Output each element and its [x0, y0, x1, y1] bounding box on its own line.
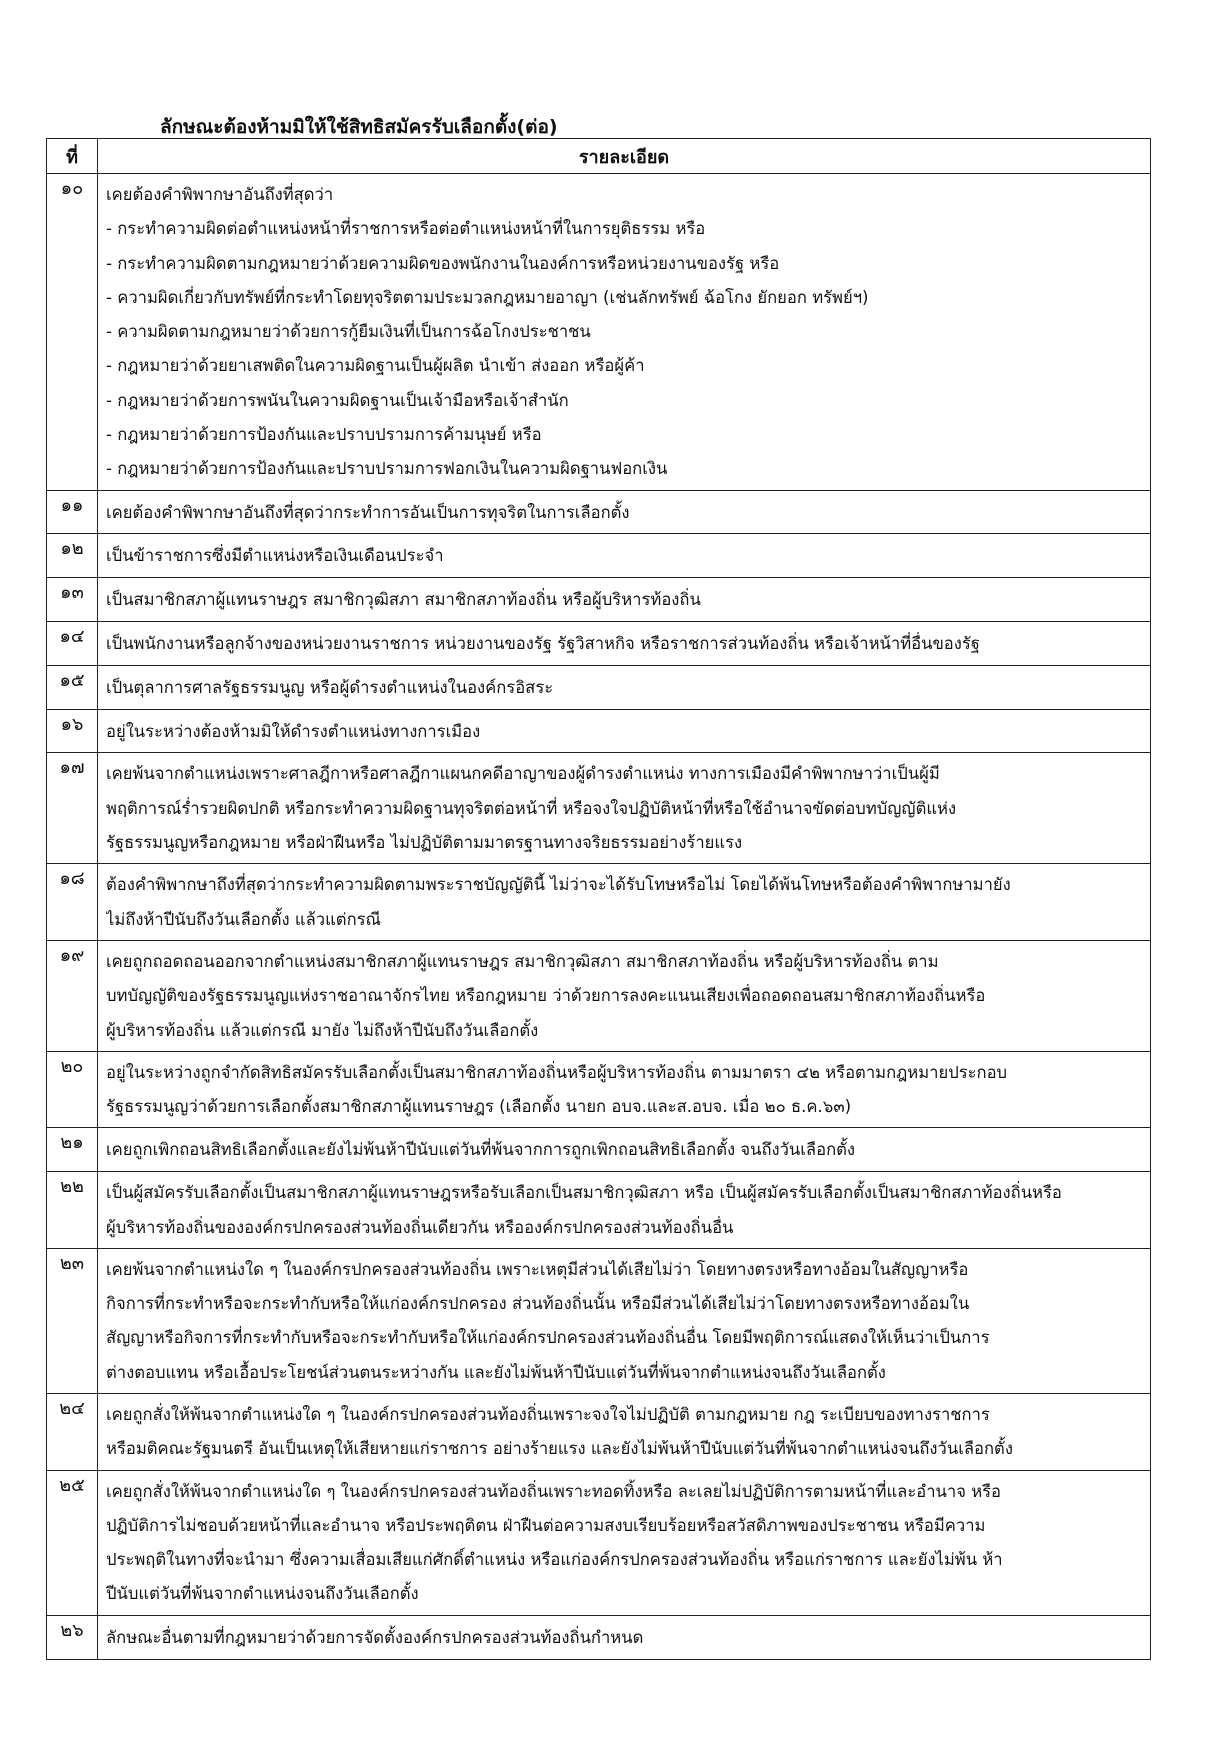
table-row [47, 1470, 1151, 1615]
table-row [47, 174, 1151, 491]
row-description [98, 174, 1151, 491]
table-row [47, 578, 1151, 622]
table-row [47, 1615, 1151, 1659]
row-number: ๒๖ [47, 1615, 98, 1659]
row-number: ๑๑ [47, 490, 98, 534]
header-detail: รายละเอียด [98, 139, 1151, 174]
description-line: บทบัญญัติของรัฐธรรมนูญแห่งราชอาณาจักรไทย หรือกฎหมาย ว่าด้วยการลงคะแนนเสียงเพื่อถอดถอนสมาชิกสภาท้องถิ่นหรือ [106, 986, 986, 1006]
row-description [98, 1128, 1151, 1172]
row-number: ๑๓ [47, 578, 98, 622]
description-line: เป็นตุลาการศาลรัฐธรรมนูญ หรือผู้ดำรงตำแหน่งในองค์กรอิสระ [106, 677, 554, 697]
row-description [98, 490, 1151, 534]
row-description [98, 753, 1151, 864]
description-line: เคยต้องคำพิพากษาอันถึงที่สุดว่า [106, 185, 334, 204]
description-line: - กระทำความผิดต่อตำแหน่งหน้าที่ราชการหรือต่อตำแหน่งหน้าที่ในการยุติธรรม หรือ [106, 219, 706, 239]
description-line: เคยถูกเพิกถอนสิทธิเลือกตั้งและยังไม่พ้นห้าปีนับแต่วันที่พ้นจากการถูกเพิกถอนสิทธิเลือกตั้ง จนถึงวันเลือกตั้ง [106, 1140, 855, 1160]
table-row [47, 1248, 1151, 1393]
table-row [47, 1051, 1151, 1128]
table-row [47, 753, 1151, 864]
description-line: ต้องคำพิพากษาถึงที่สุดว่ากระทำความผิดตามพระราชบัญญัตินี้ ไม่ว่าจะได้รับโทษหรือไม่ โดยได้พ้นโทษหรือต้องคำพิพากษามายัง [106, 875, 1011, 895]
row-number: ๒๒ [47, 1172, 98, 1249]
description-line: - ความผิดตามกฎหมายว่าด้วยการกู้ยืมเงินที่เป็นการฉ้อโกงประชาชน [106, 322, 591, 342]
row-description [98, 1470, 1151, 1615]
row-number: ๑๔ [47, 622, 98, 666]
table-row [47, 940, 1151, 1051]
table-row [47, 622, 1151, 666]
description-line: เคยพ้นจากตำแหน่งเพราะศาลฎีกาหรือศาลฎีกาแผนกคดีอาญาของผู้ดำรงตำแหน่ง ทางการเมืองมีคำพิพากษาว่าเป็นผู้มี [106, 764, 940, 784]
row-number: ๒๔ [47, 1394, 98, 1471]
description-line: เคยต้องคำพิพากษาอันถึงที่สุดว่ากระทำการอันเป็นการทุจริตในการเลือกตั้ง [106, 502, 630, 522]
table-row [47, 490, 1151, 534]
row-number: ๑๕ [47, 665, 98, 709]
row-description [98, 1172, 1151, 1249]
description-line: เคยถูกสั่งให้พ้นจากตำแหน่งใด ๆ ในองค์กรปกครองส่วนท้องถิ่นเพราะทอดทิ้งหรือ ละเลยไม่ปฏิบัติการตามหน้าที่และอำนาจ หรือ [106, 1481, 1002, 1501]
description-line: - กฎหมายว่าด้วยการพนันในความผิดฐานเป็นเจ้ามือหรือเจ้าสำนัก [106, 390, 569, 410]
description-line: เป็นข้าราชการซึ่งมีตำแหน่งหรือเงินเดือนประจำ [106, 546, 444, 566]
row-number: ๑๐ [47, 174, 98, 491]
description-line: เป็นพนักงานหรือลูกจ้างของหน่วยงานราชการ หน่วยงานของรัฐ รัฐวิสาหกิจ หรือราชการส่วนท้องถิ่น หรือเจ้าหน้าที่อื่นของรัฐ [106, 634, 980, 654]
header-number: ที่ [47, 139, 98, 174]
row-description [98, 578, 1151, 622]
table-row [47, 1128, 1151, 1172]
description-line: รัฐธรรมนูญว่าด้วยการเลือกตั้งสมาชิกสภาผู้แทนราษฎร (เลือกตั้ง นายก อบจ.และส.อบจ. เมื่อ ๒๐ ธ.ค.๖๓) [106, 1097, 852, 1117]
table-row [47, 864, 1151, 941]
description-line: เป็นสมาชิกสภาผู้แทนราษฎร สมาชิกวุฒิสภา สมาชิกสภาท้องถิ่น หรือผู้บริหารท้องถิ่น [106, 590, 701, 610]
description-line: ปฏิบัติการไม่ชอบด้วยหน้าที่และอำนาจ หรือประพฤติตน ฝ่าฝืนต่อความสงบเรียบร้อยหรือสวัสดิภาพของประชาชน หรือมีความ [106, 1515, 986, 1535]
description-line: เคยพ้นจากตำแหน่งใด ๆ ในองค์กรปกครองส่วนท้องถิ่น เพราะเหตุมีส่วนได้เสียไม่ว่า โดยทางตรงหรือทางอ้อมในสัญญาหรือ [106, 1259, 969, 1279]
description-line: อยู่ในระหว่างถูกจำกัดสิทธิสมัครรับเลือกตั้งเป็นสมาชิกสภาท้องถิ่นหรือผู้บริหารท้องถิ่น ตามมาตรา ๔๒ หรือตามกฎหมายประกอบ [106, 1062, 1008, 1082]
description-line: เป็นผู้สมัครรับเลือกตั้งเป็นสมาชิกสภาผู้แทนราษฎรหรือรับเลือกเป็นสมาชิกวุฒิสภา หรือ เป็นผู้สมัครรับเลือกตั้งเป็นสมาชิกสภาท้องถิ่นหรือ [106, 1183, 1062, 1203]
description-line: - กฎหมายว่าด้วยการป้องกันและปราบปรามการฟอกเงินในความผิดฐานฟอกเงิน [106, 459, 668, 479]
row-number: ๑๙ [47, 940, 98, 1051]
row-description [98, 940, 1151, 1051]
description-line: รัฐธรรมนูญหรือกฎหมาย หรือฝ่าฝืนหรือ ไม่ปฏิบัติตามมาตรฐานทางจริยธรรมอย่างร้ายแรง [106, 833, 743, 853]
row-description [98, 709, 1151, 753]
table-row [47, 709, 1151, 753]
row-number: ๒๐ [47, 1051, 98, 1128]
row-description [98, 1051, 1151, 1128]
description-line: ลักษณะอื่นตามที่กฎหมายว่าด้วยการจัดตั้งองค์กรปกครองส่วนท้องถิ่นกำหนด [106, 1627, 644, 1647]
row-number: ๑๗ [47, 753, 98, 864]
description-line: ผู้บริหารท้องถิ่นขององค์กรปกครองส่วนท้องถิ่นเดียวกัน หรือองค์กรปกครองส่วนท้องถิ่นอื่น [106, 1217, 734, 1237]
row-number: ๒๕ [47, 1470, 98, 1615]
description-line: กิจการที่กระทำหรือจะกระทำกับหรือให้แก่องค์กรปกครอง ส่วนท้องถิ่นนั้น หรือมีส่วนได้เสียไม่ว่าโดยทางตรงหรือทางอ้อมใน [106, 1294, 970, 1314]
description-line: พฤติการณ์ร่ำรวยผิดปกติ หรือกระทำความผิดฐานทุจริตต่อหน้าที่ หรือจงใจปฏิบัติหน้าที่หรือใช้อำนาจขัดต่อบทบัญญัติแห่ง [106, 798, 957, 818]
description-line: อยู่ในระหว่างต้องห้ามมิให้ดำรงตำแหน่งทางการเมือง [106, 721, 481, 741]
description-line: - กระทำความผิดตามกฎหมายว่าด้วยความผิดของพนักงานในองค์การหรือหน่วยงานของรัฐ หรือ [106, 253, 780, 273]
description-line: ต่างตอบแทน หรือเอื้อประโยชน์ส่วนตนระหว่างกัน และยังไม่พ้นห้าปีนับแต่วันที่พ้นจากตำแหน่งจนถึงวันเลือกตั้ง [106, 1362, 886, 1382]
table-row [47, 1394, 1151, 1471]
row-number: ๒๑ [47, 1128, 98, 1172]
description-line: - ความผิดเกี่ยวกับทรัพย์ที่กระทำโดยทุจริตตามประมวลกฎหมายอาญา (เช่นลักทรัพย์ ฉ้อโกง ยักยอก ทรัพย์ฯ) [106, 287, 869, 307]
table-body [47, 174, 1151, 1660]
description-line: เคยถูกถอดถอนออกจากตำแหน่งสมาชิกสภาผู้แทนราษฎร สมาชิกวุฒิสภา สมาชิกสภาท้องถิ่น หรือผู้บริหารท้องถิ่น ตาม [106, 951, 939, 971]
description-line: ปีนับแต่วันที่พ้นจากตำแหน่งจนถึงวันเลือกตั้ง [106, 1584, 419, 1604]
restrictions-table [46, 138, 1151, 1660]
row-description [98, 622, 1151, 666]
table-header-row [47, 139, 1151, 174]
description-line: ผู้บริหารท้องถิ่น แล้วแต่กรณี มายัง ไม่ถึงห้าปีนับถึงวันเลือกตั้ง [106, 1020, 539, 1040]
description-line: เคยถูกสั่งให้พ้นจากตำแหน่งใด ๆ ในองค์กรปกครองส่วนท้องถิ่นเพราะจงใจไม่ปฏิบัติ ตามกฎหมาย กฎ ระเบียบของทางราชการ [106, 1405, 990, 1424]
row-description [98, 1394, 1151, 1471]
description-line: หรือมติคณะรัฐมนตรี อันเป็นเหตุให้เสียหายแก่ราชการ อย่างร้ายแรง และยังไม่พ้นห้าปีนับแต่วันที่พ้นจากตำแหน่งจนถึงวันเลือกตั้ง [106, 1439, 1013, 1459]
row-description [98, 1615, 1151, 1659]
description-line: ประพฤติในทางที่จะนำมา ซึ่งความเสื่อมเสียแก่ศักดิ์ตำแหน่ง หรือแก่องค์กรปกครองส่วนท้องถิ่น หรือแก่ราชการ และยังไม่พ้น ห้า [106, 1550, 1003, 1570]
row-description [98, 665, 1151, 709]
description-line: ไม่ถึงห้าปีนับถึงวันเลือกตั้ง แล้วแต่กรณี [106, 909, 381, 929]
row-number: ๒๓ [47, 1248, 98, 1393]
row-description [98, 864, 1151, 941]
document-title: ลักษณะต้องห้ามมิให้ใช้สิทธิสมัครรับเลือกตั้ง(ต่อ) [160, 116, 558, 138]
row-number: ๑๖ [47, 709, 98, 753]
table-row [47, 1172, 1151, 1249]
row-description [98, 534, 1151, 578]
description-line: สัญญาหรือกิจการที่กระทำกับหรือจะกระทำกับหรือให้แก่องค์กรปกครองส่วนท้องถิ่นอื่น โดยมีพฤติการณ์แสดงให้เห็นว่าเป็นการ [106, 1328, 990, 1348]
row-number: ๑๒ [47, 534, 98, 578]
description-line: - กฎหมายว่าด้วยการป้องกันและปราบปรามการค้ามนุษย์ หรือ [106, 425, 542, 445]
table-row [47, 534, 1151, 578]
row-description [98, 1248, 1151, 1393]
description-line: - กฎหมายว่าด้วยยาเสพติดในความผิดฐานเป็นผู้ผลิต นำเข้า ส่งออก หรือผู้ค้า [106, 356, 645, 376]
table-row [47, 665, 1151, 709]
row-number: ๑๘ [47, 864, 98, 941]
